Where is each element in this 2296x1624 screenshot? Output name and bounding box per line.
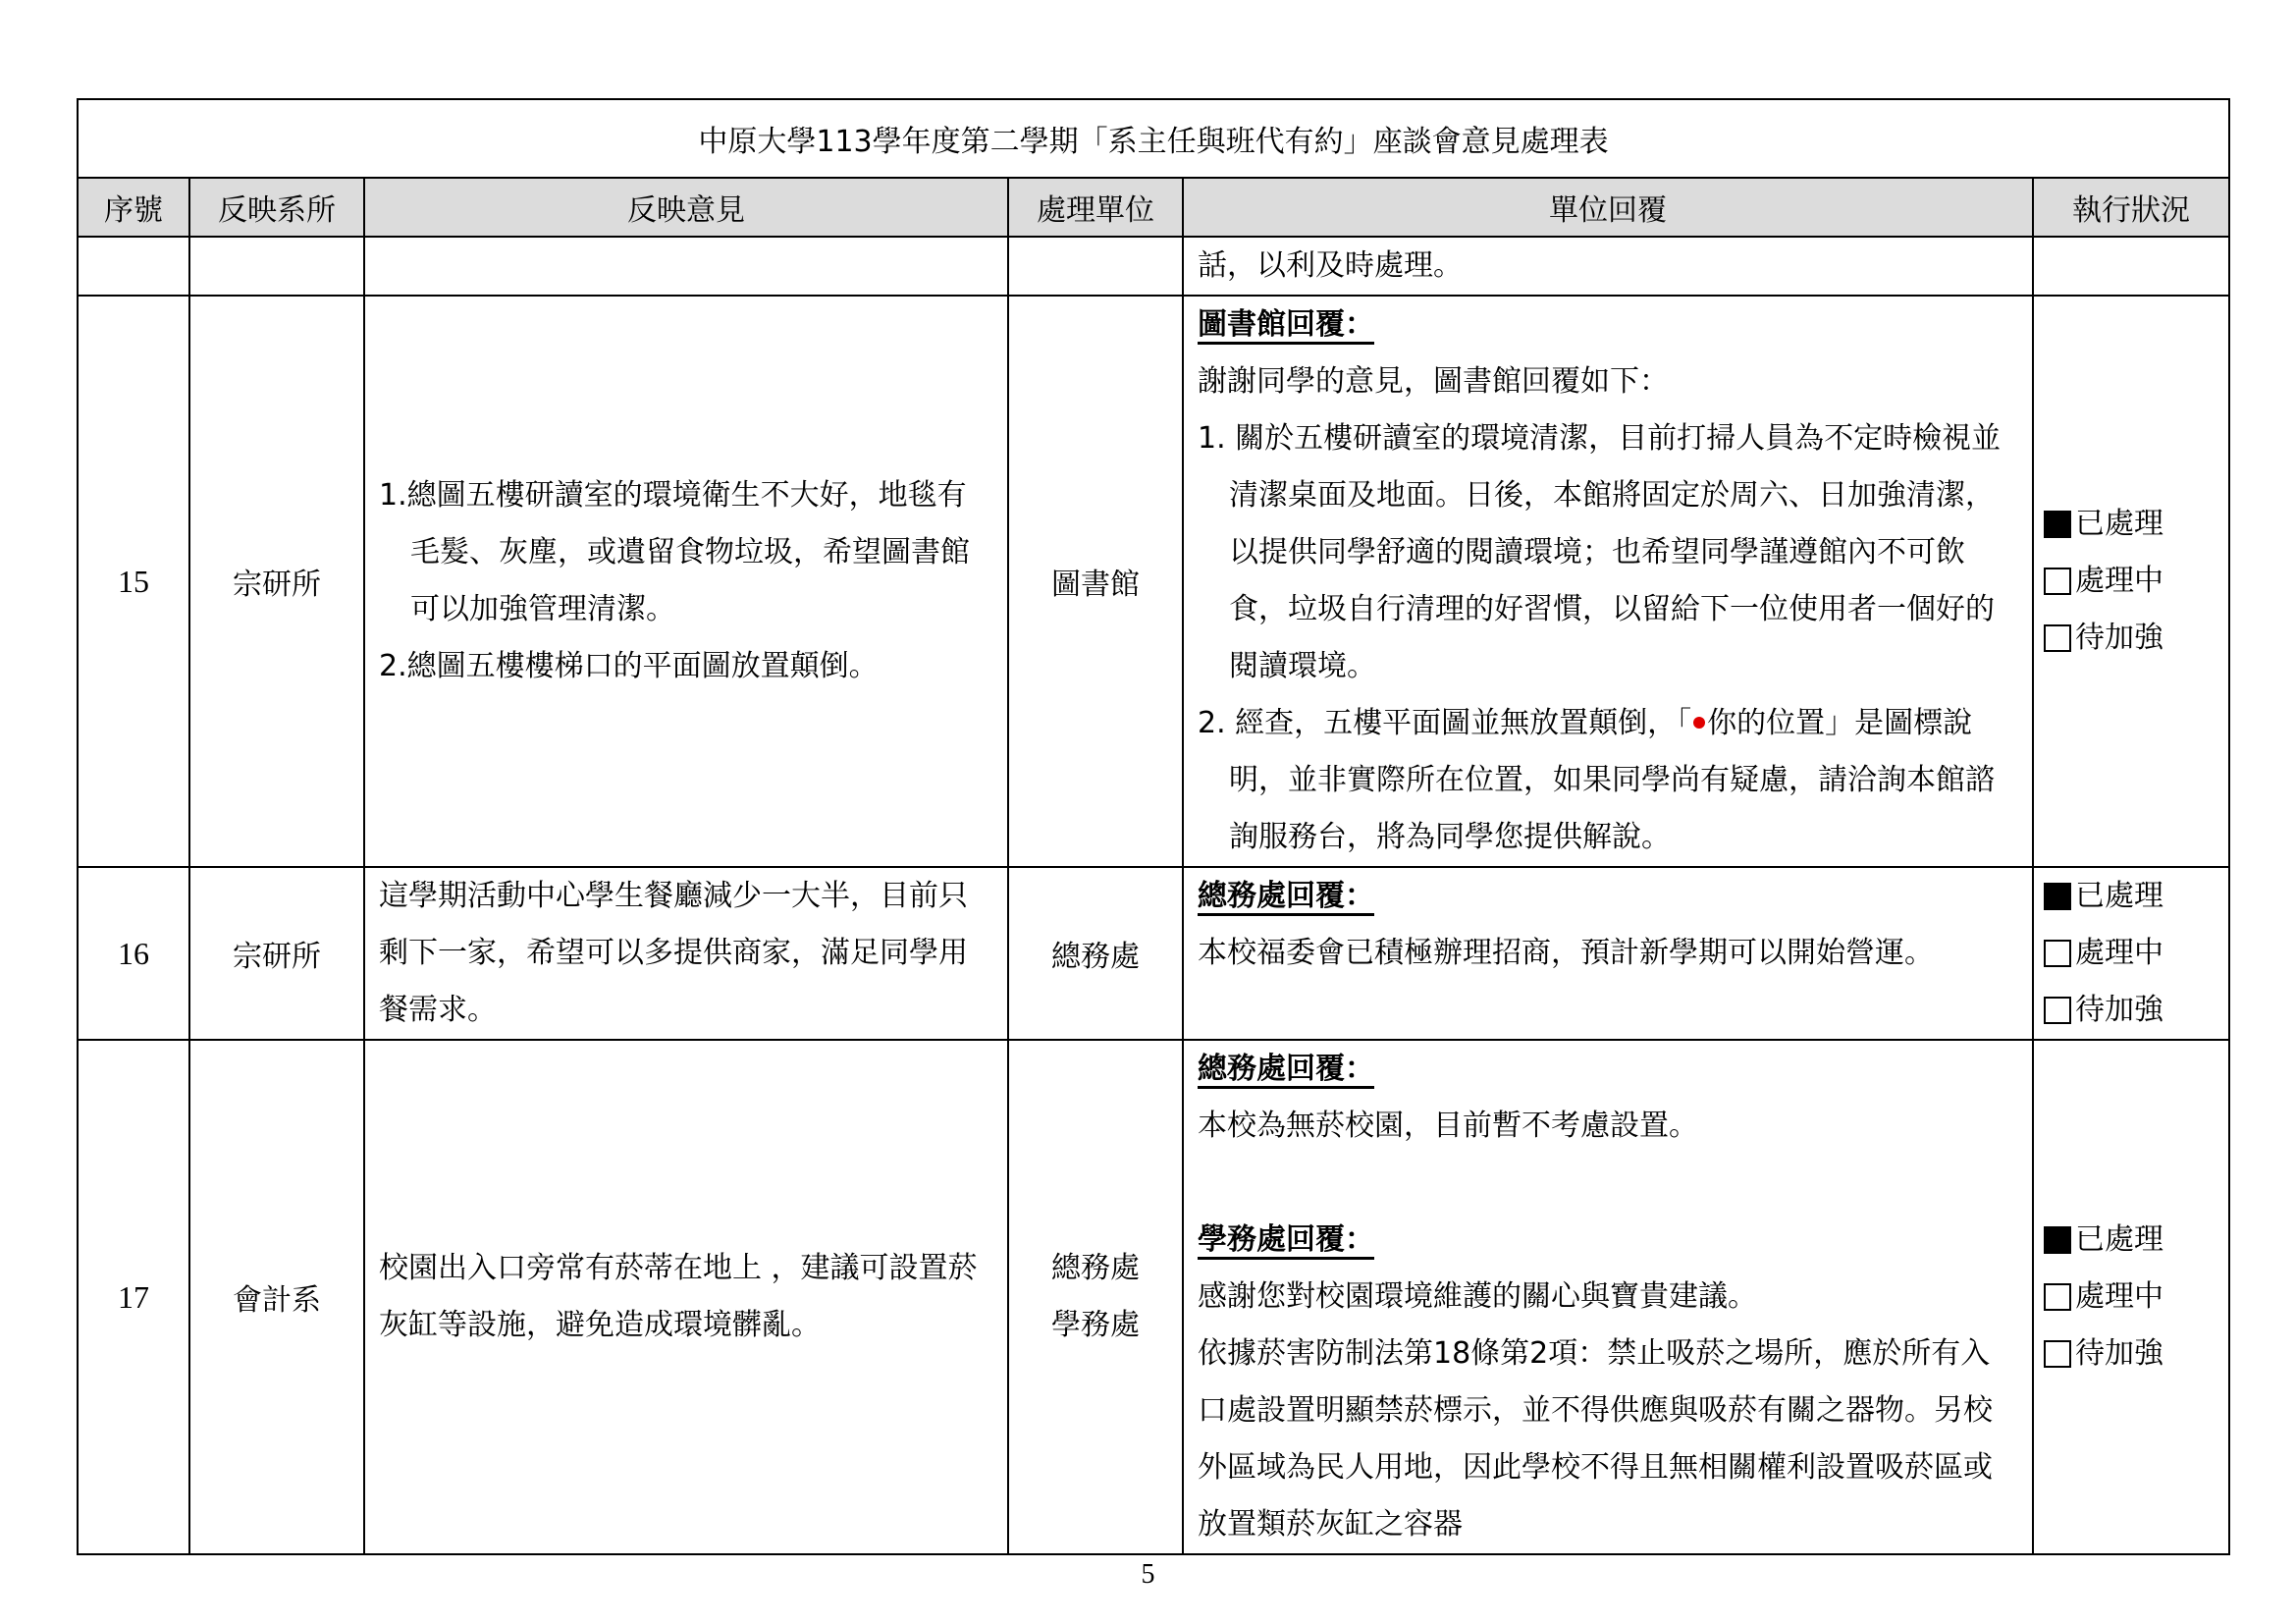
status-option-improve: 待加強 <box>2044 610 2228 667</box>
row-seq: 17 <box>78 1040 189 1554</box>
table-title: 中原大學113學年度第二學期「系主任與班代有約」座談會意見處理表 <box>78 99 2229 178</box>
table-row-continued <box>78 237 2229 296</box>
empty-box-icon <box>2044 940 2071 967</box>
header-row <box>78 178 2229 237</box>
header-seq: 序號 <box>78 178 189 237</box>
empty-box-icon <box>2044 1340 2071 1368</box>
reply-continued: 話，以利及時處理。 <box>1183 237 2033 296</box>
row-status <box>2033 867 2229 1040</box>
row-unit: 總務處 <box>1008 867 1183 1040</box>
reply-text: 感謝您對校園環境維護的關心與寶貴建議。 <box>1198 1279 1757 1314</box>
checked-box-icon <box>2044 511 2071 538</box>
reply-text: 依據菸害防制法第18條第2項：禁止吸菸之場所，應於所有入口處設置明顯禁菸標示，並不得供應與吸菸有關之器物。另校外區域為民人用地，因此學校不得且無相關權利設置吸菸區或放置類菸灰缸之容器 <box>1198 1336 1993 1542</box>
reply-item-2: 2. 經查，五樓平面圖並無放置顛倒，「 你的位置」是圖標說明，並非實際所在位置，如果同學尚有疑慮，請洽詢本館諮詢服務台，將為同學您提供解說。 <box>1198 706 1995 854</box>
reply-heading: 圖書館回覆： <box>1198 307 1374 342</box>
reply-heading: 總務處回覆： <box>1198 1052 1374 1086</box>
row-dept: 會計系 <box>189 1040 364 1554</box>
row-reply <box>1183 296 2033 867</box>
row-seq: 15 <box>78 296 189 867</box>
row-dept: 宗研所 <box>189 296 364 867</box>
table-row <box>78 296 2229 867</box>
reply-heading: 總務處回覆： <box>1198 879 1374 913</box>
status-option-processing: 處理中 <box>2044 925 2228 982</box>
row-reply <box>1183 1040 2033 1554</box>
row-opinion <box>364 296 1008 867</box>
status-option-processing: 處理中 <box>2044 553 2228 610</box>
empty-box-icon <box>2044 568 2071 595</box>
header-status: 執行狀況 <box>2033 178 2229 237</box>
row-dept: 宗研所 <box>189 867 364 1040</box>
row-status <box>2033 296 2229 867</box>
opinion-table <box>77 98 2230 1555</box>
empty-box-icon <box>2044 1283 2071 1311</box>
reply-text: 本校為無菸校園，目前暫不考慮設置。 <box>1198 1109 1698 1143</box>
table-row <box>78 867 2229 1040</box>
reply-item-1: 1. 關於五樓研讀室的環境清潔，目前打掃人員為不定時檢視並清潔桌面及地面。日後，本館將固定於周六、日加強清潔，以提供同學舒適的閱讀環境；也希望同學謹遵館內不可飲食，垃圾自行清理的好習慣，以留給下一位使用者一個好的閱讀環境。 <box>1198 421 2002 683</box>
page-number: 5 <box>1141 1559 1155 1590</box>
header-reply: 單位回覆 <box>1183 178 2033 237</box>
empty-box-icon <box>2044 997 2071 1024</box>
status-option-improve: 待加強 <box>2044 982 2228 1039</box>
status-option-done: 已處理 <box>2044 496 2228 553</box>
status-option-done: 已處理 <box>2044 868 2228 925</box>
header-opinion: 反映意見 <box>364 178 1008 237</box>
opinion-table-sheet <box>77 98 2228 1555</box>
status-option-improve: 待加強 <box>2044 1326 2228 1382</box>
reply-text: 本校福委會已積極辦理招商，預計新學期可以開始營運。 <box>1198 936 1934 970</box>
empty-box-icon <box>2044 624 2071 652</box>
table-row <box>78 1040 2229 1554</box>
status-option-processing: 處理中 <box>2044 1269 2228 1326</box>
reply-heading: 學務處回覆： <box>1198 1222 1374 1257</box>
row-opinion: 校園出入口旁常有菸蒂在地上 ，建議可設置菸灰缸等設施，避免造成環境髒亂。 <box>364 1040 1008 1554</box>
row-unit: 總務處 學務處 <box>1008 1040 1183 1554</box>
header-unit: 處理單位 <box>1008 178 1183 237</box>
row-reply <box>1183 867 2033 1040</box>
opinion-item-2: 2.總圖五樓樓梯口的平面圖放置顛倒。 <box>379 649 879 683</box>
row-status <box>2033 1040 2229 1554</box>
red-dot-icon <box>1693 717 1705 729</box>
row-unit: 圖書館 <box>1008 296 1183 867</box>
opinion-item-1: 1.總圖五樓研讀室的環境衛生不大好，地毯有毛髮、灰塵，或遺留食物垃圾，希望圖書館可以加強管理清潔。 <box>379 478 970 626</box>
header-dept: 反映系所 <box>189 178 364 237</box>
row-opinion: 這學期活動中心學生餐廳減少一大半，目前只剩下一家，希望可以多提供商家，滿足同學用餐需求。 <box>364 867 1008 1040</box>
row-seq: 16 <box>78 867 189 1040</box>
checked-box-icon <box>2044 883 2071 910</box>
checked-box-icon <box>2044 1226 2071 1254</box>
reply-intro: 謝謝同學的意見，圖書館回覆如下： <box>1198 364 1669 399</box>
status-option-done: 已處理 <box>2044 1212 2228 1269</box>
